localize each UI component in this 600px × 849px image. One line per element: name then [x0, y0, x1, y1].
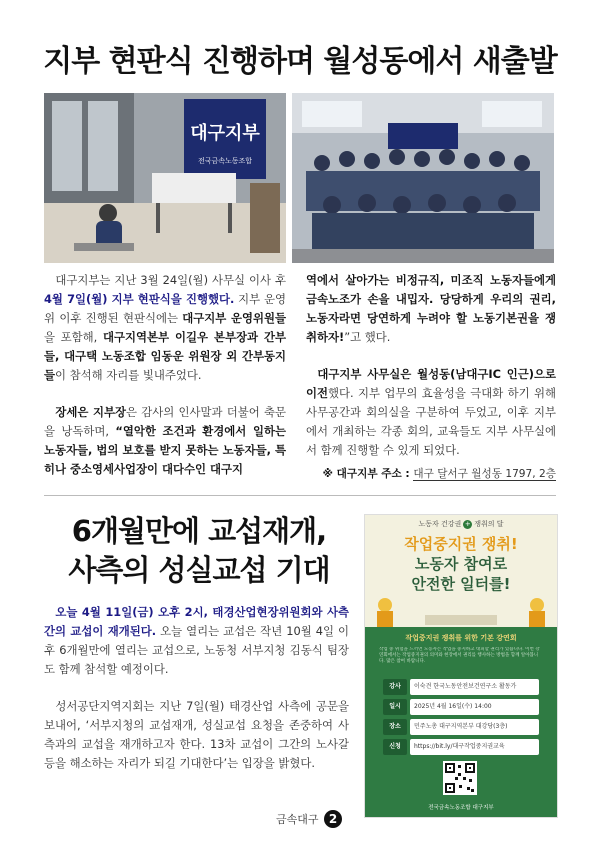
poster-top-line [365, 519, 557, 529]
bold-span: 역에서 살아가는 비정규직, 미조직 노동자들에게 금속노조가 손을 내밉자. 당당하게 우리의 권리, 노동자라면 당연하게 누려야 할 노동기본권을 쟁취하자! [306, 273, 556, 344]
row-value: 2025년 4월 16일(수) 14:00 [410, 699, 539, 715]
page-number: 2 [324, 810, 342, 828]
row-label: 장소 [383, 719, 407, 735]
poster-row-speaker [383, 679, 539, 695]
text-span: 대구지부는 지난 3월 24일(월) 사무실 이사 후 [55, 273, 286, 287]
article1-column2 [306, 271, 556, 484]
poster-top-b: 쟁취의 달 [474, 520, 504, 528]
article1-paragraph2 [44, 403, 286, 479]
poster-footer: 전국금속노동조합 대구지부 [428, 805, 494, 811]
bold-span: 대구지역본부 이길우 본부장과 간부들, 대구택 노동조합 임동운 위원장 외 간부동지들 [44, 330, 286, 382]
banner-title: 대구지부 [190, 123, 260, 144]
poster-title3: 안전한 일터를! [411, 575, 511, 593]
page-footer [0, 810, 600, 830]
text-span: 을 포함해, [44, 330, 103, 344]
text-span: 했다. 지부 업무의 효율성을 극대화 하기 위해 사무공간과 회의실을 구분하여 두었고, 이후 지부에서 개최하는 각종 회의, 교육들도 지부 사무실에서 함께 진행할 수 있게 되었다. [306, 386, 556, 457]
text-span: ”고 했다. [344, 330, 391, 344]
poster-row-datetime [383, 699, 539, 715]
poster-info-title: 작업중지권 쟁취를 위한 기본 강연회 [405, 634, 517, 642]
poster-title1: 작업중지권 쟁취! [404, 535, 518, 553]
section-divider [44, 495, 556, 496]
poster-title2: 노동자 참여로 [414, 555, 508, 573]
article1-paragraph3 [306, 271, 556, 347]
quote-span: “열악한 조건과 환경에서 일하는 노동자들, 법의 보호를 받지 못하는 노동자들, 특히나 중소영세사업장이 대다수인 대구지 [44, 424, 286, 476]
row-label: 강사 [383, 679, 407, 695]
bold-span: 대구지부 사무실은 월성동(남대구IC 인근)으로 이전 [306, 367, 556, 400]
address-label: ※ 대구지부 주소 : [322, 468, 414, 480]
text-span: 이 참석해 자리를 빛내주었다. [55, 368, 202, 382]
highlight-span: 4월 7일(월) 지부 현판식을 진행했다. [44, 292, 235, 306]
event-poster [364, 514, 558, 818]
banner-subtitle: 전국금속노동조합 [197, 157, 253, 165]
row-value[interactable]: https://bit.ly/대구작업중지권교육 [410, 739, 539, 755]
address-note [306, 465, 556, 484]
publication-name: 금속대구 [276, 813, 319, 826]
photo-group-illustration [292, 93, 554, 263]
photo-signboard-ceremony-illustration [44, 93, 286, 263]
photo-group [292, 93, 554, 263]
article1-paragraph1 [44, 271, 286, 385]
text-span: 오늘 열리는 교섭은 작년 10월 4일 이후 6개월만에 열리는 교섭으로, 노동청 서부지청 김동식 팀장도 함께 참석할 예정이다. [44, 624, 349, 676]
poster-info-text: 작업 중 위험을 느끼면 노동자는 작업을 중지하고 대피할 권리가 있습니다. 이번 강연회에서는 작업중지권의 의미와 현장에서 권리를 행사하는 방법을 함께 알아봅니다. 많은 참여 바랍니다. [379, 647, 540, 664]
plus-icon: + [464, 520, 471, 528]
bold-span: 대구지부 운영위원들 [182, 311, 286, 325]
row-label: 신청 [383, 739, 407, 755]
address-value: 대구 달서구 월성동 1797, 2층 [413, 468, 556, 480]
article2-paragraph1 [44, 603, 349, 679]
photo-signboard-ceremony [44, 93, 286, 263]
poster-row-apply [383, 739, 539, 755]
article2-headline-line1: 6개월만에 교섭재개, [71, 514, 327, 548]
poster-top-a: 노동자 건강권 [418, 520, 462, 528]
article1-headline: 지부 현판식 진행하며 월성동에서 새출발 [43, 44, 557, 79]
article2-headline-line2: 사측의 성실교섭 기대 [68, 553, 330, 587]
article2-paragraph2: 성서공단지역지회는 지난 7일(월) 태경산업 사측에 공문을 보내어, ‘서부지청의 교섭재개, 성실교섭 요청을 존중하여 사측과의 교섭을 재개하고자 한다. 13차 교섭이 그간의 노사갈등을 해소하는 자리가 되길 기대한다’는 입장을 밝혔다. [44, 699, 349, 770]
bold-span: 장세은 지부장 [55, 405, 126, 419]
article1-paragraph4 [306, 365, 556, 460]
qr-code-icon [443, 761, 477, 795]
article2-headline [44, 512, 354, 590]
poster-row-place [383, 719, 539, 735]
worker-illustration [365, 593, 557, 629]
row-label: 일시 [383, 699, 407, 715]
article1-column1 [44, 271, 286, 479]
qr-code-graphic [443, 761, 477, 795]
text-span: 은 감사의 인사말과 더불어 축문을 낭독하며, [44, 405, 286, 438]
row-value: 민주노총 대구지역본부 대강당(3층) [410, 719, 539, 735]
text-span: 지부 운영위 이후 진행된 현판식에는 [44, 292, 286, 325]
highlight-span: 오늘 4월 11일(금) 오후 2시, 태경산업현장위원회와 사측간의 교섭이 재개된다. [44, 605, 349, 638]
article2-body [44, 603, 349, 773]
row-value: 이숙견 한국노동안전보건연구소 활동가 [410, 679, 539, 695]
